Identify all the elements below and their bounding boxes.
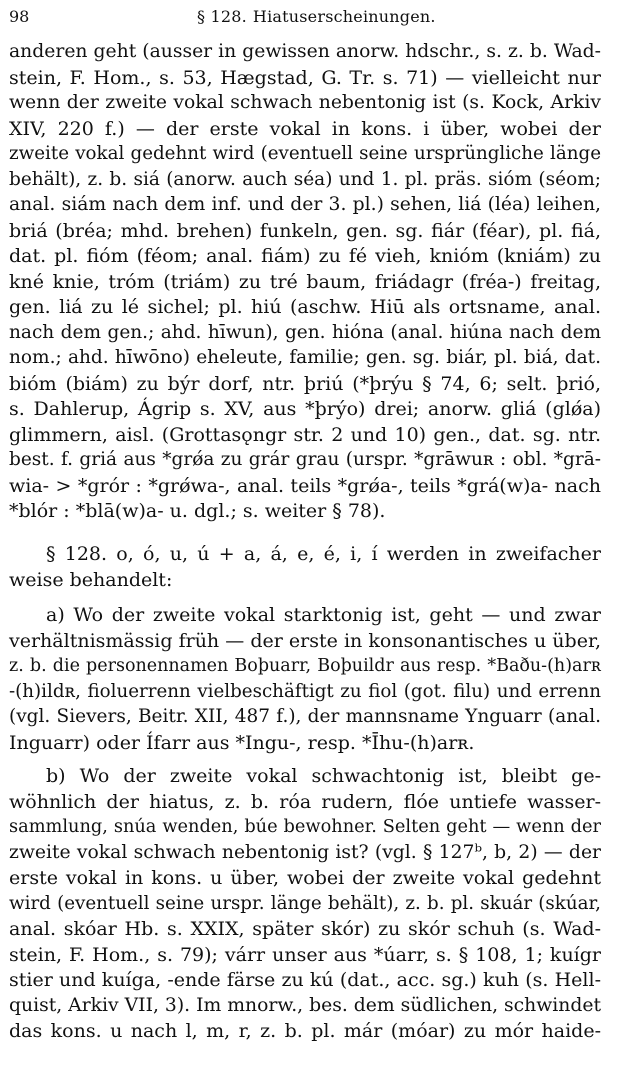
running-head	[9, 6, 611, 30]
text-line: s. Dahlerup, Ágrip s. XV, aus *þrýo) drei; anorw. gliá (glǿa)	[9, 398, 601, 420]
text-line: wenn der zweite vokal schwach nebentonig ist (s. Kock, Arkiv	[9, 92, 601, 113]
text-line: (vgl. Sievers, Beitr. XII, 487 f.), der mannsname Ynguarr (anal.	[9, 706, 601, 727]
text-line: glimmern, aisl. (Grottasǫngr str. 2 und 10) gen., dat. sg. ntr.	[9, 423, 601, 446]
page-number: 98	[9, 7, 30, 26]
text-line: wird (eventuell seine urspr. länge behält), z. b. pl. skuár (skúar,	[9, 892, 601, 914]
paragraph-b-first-line: b) Wo der zweite vokal schwachtonig ist, bleibt ge-	[46, 765, 601, 787]
paragraph-a-first-line: a) Wo der zweite vokal starktonig ist, geht — und zwar	[46, 604, 601, 626]
text-line: Inguarr) oder Ífarr aus *Ingu-, resp. *Īhu-(h)arʀ.	[9, 731, 475, 754]
text-line: stier und kuíga, -ende färse zu kú (dat., acc. sg.) kuh (s. Hell-	[9, 969, 601, 991]
running-title: Hiatuserscheinungen.	[252, 7, 436, 26]
text-line: dat. pl. fióm (féom; anal. fiám) zu fé vieh, knióm (kniám) zu	[9, 245, 601, 267]
text-line: stein, F. Hom., s. 79); várr unser aus *úarr, s. § 108, 1; kuígr	[9, 943, 601, 966]
text-line: weise behandelt:	[9, 568, 173, 591]
text-line: verhältnismässig früh — der erste in konsonantisches u über,	[9, 629, 601, 652]
text-line: -(h)ildʀ, fioluerrenn vielbeschäftigt zu fiol (got. filu) und errenn	[9, 680, 601, 702]
text-line: anal. skóar Hb. s. XXIX, später skór) zu skór schuh (s. Wad-	[9, 918, 601, 940]
text-line: zweite vokal schwach nebentonig ist? (vgl. § 127ᵇ, b, 2) — der	[9, 841, 601, 863]
text-line: quist, Arkiv VII, 3). Im mnorw., bes. dem südlichen, schwindet	[9, 994, 601, 1016]
running-section-number: § 128.	[197, 7, 247, 26]
text-line: best. f. griá aus *grǿa zu grár grau (urspr. *grāwuʀ : obl. *grā-	[9, 449, 601, 470]
text-line: XIV, 220 f.) — der erste vokal in kons. i über, wobei der	[9, 117, 601, 140]
text-line: anderen geht (ausser in gewissen anorw. hdschr., s. z. b. Wad-	[9, 41, 601, 62]
text-line: nach dem gen.; ahd. hīwun), gen. hióna (anal. hiúna nach dem	[9, 321, 601, 343]
text-line: zweite vokal gedehnt wird (eventuell seine ursprüngliche länge	[9, 143, 601, 164]
text-line: erste vokal in kons. u über, wobei der zweite vokal gedehnt	[9, 867, 601, 889]
text-line: nom.; ahd. hīwōno) eheleute, familie; gen. sg. biár, pl. biá, dat.	[9, 347, 601, 368]
section-heading-line: § 128. o, ó, u, ú + a, á, e, é, i, í werden in zweifacher	[46, 543, 601, 565]
text-line: sammlung, snúa wenden, búe bewohner. Selten geht — wenn der	[9, 817, 601, 837]
text-line: wöhnlich der hiatus, z. b. róa rudern, flóe untiefe wasser-	[9, 790, 601, 813]
text-line: anal. siám nach dem inf. und der 3. pl.) sehen, liá (léa) leihen,	[9, 194, 601, 215]
text-line: bióm (biám) zu býr dorf, ntr. þriú (*þrýu § 74, 6; selt. þrió,	[9, 372, 601, 395]
running-title-group	[197, 6, 436, 28]
text-line: briá (bréa; mhd. brehen) funkeln, gen. sg. fiár (féar), pl. fiá,	[9, 219, 601, 242]
text-line: z. b. die personennamen Boþuarr, Boþuildr aus resp. *Baðu-(h)arʀ	[9, 656, 601, 676]
text-line: kné knie, tróm (triám) zu tré baum, friádagr (fréa-) freitag,	[9, 270, 601, 293]
text-line: stein, F. Hom., s. 53, Hægstad, G. Tr. s. 71) — vielleicht nur	[9, 66, 601, 89]
text-line: *blór : *blā(w)a- u. dgl.; s. weiter § 78).	[9, 500, 386, 522]
text-line: wia- > *grór : *grǿwa-, anal. teils *grǿa-, teils *grá(w)a- nach	[9, 474, 601, 497]
text-line: das kons. u nach l, m, r, z. b. pl. már (móar) zu mór haide-	[9, 1020, 601, 1042]
text-line: behält), z. b. siá (anorw. auch séa) und 1. pl. präs. sióm (séom;	[9, 168, 601, 190]
text-line: gen. liá zu lé sichel; pl. hiú (aschw. Hiū als ortsname, anal.	[9, 296, 601, 318]
